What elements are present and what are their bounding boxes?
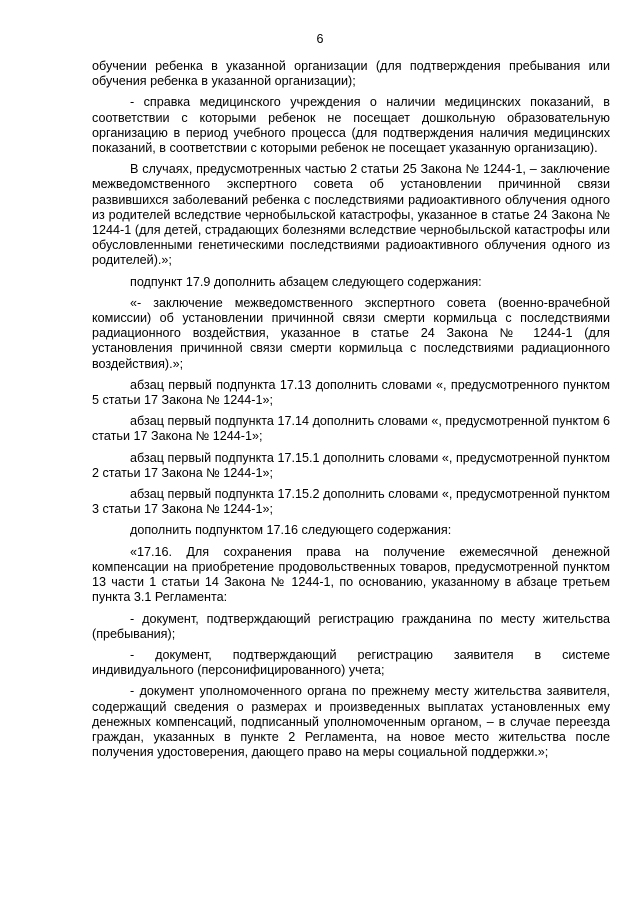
paragraph: абзац первый подпункта 17.14 дополнить словами «, предусмотренной пунктом 6 статьи 17 Закона № 1244-1»;: [92, 414, 610, 444]
page-number: 6: [316, 32, 324, 46]
paragraph: - документ, подтверждающий регистрацию заявителя в системе индивидуального (персонифицированного) учета;: [92, 647, 610, 678]
paragraph: «- заключение межведомственного экспертного совета (военно-врачебной комиссии) об установлении причинной связи смерти кормильца с последствиями радиационного воздействия, указанное в статье 24 Закона № 1244-1 (для установления причинной связи смерти кормильца с последствиями радиационного воздействия).»;: [92, 295, 610, 371]
paragraph: «17.16. Для сохранения права на получение ежемесячной денежной компенсации на приобретение продовольственных товаров, предусмотренной пунктом 13 части 1 статьи 14 Закона № 1244-1, по основанию, указанному в абзаце третьем пункта 3.1 Регламента:: [92, 544, 610, 605]
document-body: [92, 59, 610, 766]
paragraph: обучении ребенка в указанной организации (для подтверждения пребывания или обучения ребенка в указанной организации);: [92, 59, 610, 89]
paragraph: - документ уполномоченного органа по прежнему месту жительства заявителя, содержащий сведения о размерах и произведенных выплатах установленных ему денежных компенсаций, подписанный уполномоченным органом, – в случае переезда граждан, указанных в пункте 2 Регламента, на новое место жительства после получения удостоверения, дающего право на меры социальной поддержки.»;: [92, 684, 610, 760]
paragraph: - документ, подтверждающий регистрацию гражданина по месту жительства (пребывания);: [92, 611, 610, 641]
paragraph: В случаях, предусмотренных частью 2 статьи 25 Закона № 1244-1, – заключение межведомственного экспертного совета об установлении причинной связи развившихся заболеваний ребенка с последствиями радиоактивного облучения одного из родителей вследствие чернобыльской катастрофы, указанное в статье 24 Закона № 1244-1 (для детей, страдающих болезнями вследствие чернобыльской катастрофы или обусловленными генетическими последствиями радиоактивного облучения одного из родителей).»;: [92, 162, 610, 268]
paragraph: подпункт 17.9 дополнить абзацем следующего содержания:: [130, 274, 482, 289]
paragraph: абзац первый подпункта 17.15.1 дополнить словами «, предусмотренной пунктом 2 статьи 17 Закона № 1244-1»;: [92, 450, 610, 480]
paragraph: абзац первый подпункта 17.15.2 дополнить словами «, предусмотренной пунктом 3 статьи 17 Закона № 1244-1»;: [92, 487, 610, 517]
paragraph: - справка медицинского учреждения о наличии медицинских показаний, в соответствии с которыми ребенок не посещает дошкольную образовательную организацию в период учебного процесса (для подтверждения наличия медицинских показаний, в соответствии с которыми ребенок не посещает указанную организацию).: [92, 95, 610, 156]
paragraph: дополнить подпунктом 17.16 следующего содержания:: [130, 523, 452, 538]
paragraph: абзац первый подпункта 17.13 дополнить словами «, предусмотренного пунктом 5 статьи 17 Закона № 1244-1»;: [92, 377, 610, 408]
